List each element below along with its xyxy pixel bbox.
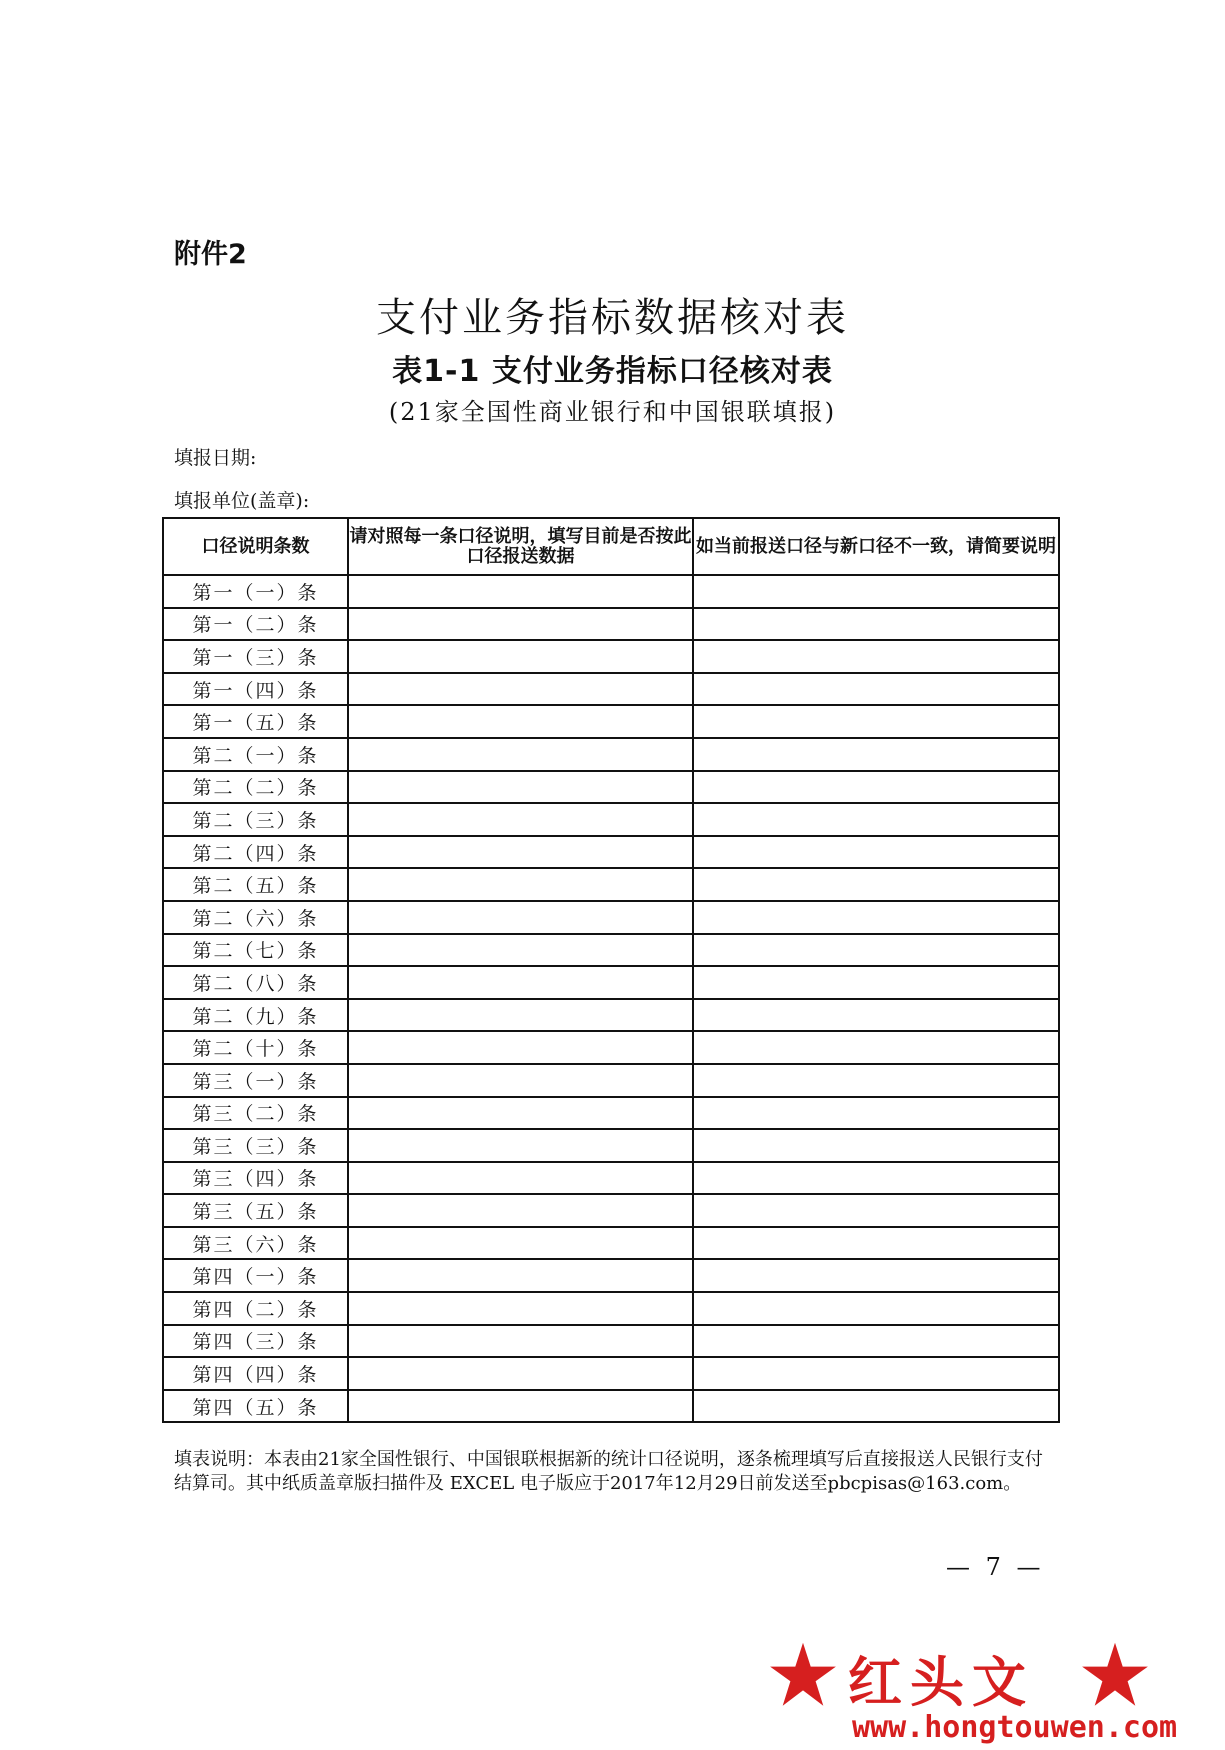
explanation-cell[interactable] (693, 1227, 1059, 1260)
clause-label: 第一（二）条 (163, 608, 348, 641)
table-row (163, 1390, 1059, 1423)
table-row (163, 1325, 1059, 1358)
attachment-label: 附件2 (174, 239, 247, 270)
compliance-cell[interactable] (348, 575, 693, 608)
compliance-cell[interactable] (348, 901, 693, 934)
compliance-cell[interactable] (348, 608, 693, 641)
compliance-cell[interactable] (348, 1227, 693, 1260)
compliance-cell[interactable] (348, 836, 693, 869)
clause-label: 第四（三）条 (163, 1325, 348, 1358)
clause-label: 第二（一）条 (163, 738, 348, 771)
table-row (163, 1031, 1059, 1064)
explanation-cell[interactable] (693, 1064, 1059, 1097)
compliance-cell[interactable] (348, 1292, 693, 1325)
fill-instructions: 填表说明：本表由21家全国性银行、中国银联根据新的统计口径说明，逐条梳理填写后直接报送人民银行支付结算司。其中纸质盖章版扫描件及 EXCEL 电子版应于2017年12月29日前发送至pbcpisas@163.com。 (174, 1449, 1043, 1494)
star-icon (768, 1640, 838, 1710)
explanation-cell[interactable] (693, 771, 1059, 804)
star-icon (1080, 1640, 1150, 1710)
table-row (163, 868, 1059, 901)
table-row (163, 999, 1059, 1032)
compliance-cell[interactable] (348, 1162, 693, 1195)
table-row (163, 608, 1059, 641)
column-header-clause: 口径说明条数 (163, 518, 348, 575)
clause-label: 第四（一）条 (163, 1259, 348, 1292)
document-title: 支付业务指标数据核对表 (376, 295, 849, 341)
compliance-cell[interactable] (348, 999, 693, 1032)
compliance-cell[interactable] (348, 966, 693, 999)
explanation-cell[interactable] (693, 575, 1059, 608)
table-row (163, 901, 1059, 934)
table-body (163, 575, 1059, 1422)
table-row (163, 1129, 1059, 1162)
explanation-cell[interactable] (693, 999, 1059, 1032)
clause-label: 第三（二）条 (163, 1097, 348, 1130)
table-row (163, 771, 1059, 804)
explanation-cell[interactable] (693, 1259, 1059, 1292)
clause-label: 第二（七）条 (163, 934, 348, 967)
clause-label: 第二（四）条 (163, 836, 348, 869)
column-header-compliance: 请对照每一条口径说明，填写目前是否按此口径报送数据 (348, 518, 693, 575)
explanation-cell[interactable] (693, 1357, 1059, 1390)
compliance-cell[interactable] (348, 934, 693, 967)
explanation-cell[interactable] (693, 966, 1059, 999)
compliance-cell[interactable] (348, 1325, 693, 1358)
explanation-cell[interactable] (693, 1292, 1059, 1325)
table-header-row (163, 518, 1059, 575)
table-row (163, 1194, 1059, 1227)
verification-table (162, 517, 1060, 1423)
clause-label: 第三（一）条 (163, 1064, 348, 1097)
clause-label: 第三（六）条 (163, 1227, 348, 1260)
compliance-cell[interactable] (348, 1031, 693, 1064)
compliance-cell[interactable] (348, 868, 693, 901)
compliance-cell[interactable] (348, 738, 693, 771)
table-row (163, 1097, 1059, 1130)
clause-label: 第二（三）条 (163, 803, 348, 836)
explanation-cell[interactable] (693, 738, 1059, 771)
table-row (163, 673, 1059, 706)
explanation-cell[interactable] (693, 1162, 1059, 1195)
clause-label: 第四（五）条 (163, 1390, 348, 1423)
table-subtitle: 表1-1 支付业务指标口径核对表 (392, 354, 833, 389)
fill-date-label: 填报日期: (174, 447, 257, 469)
table-row (163, 705, 1059, 738)
clause-label: 第三（五）条 (163, 1194, 348, 1227)
page-number: — 7 — (946, 1553, 1045, 1581)
table-row (163, 836, 1059, 869)
compliance-cell[interactable] (348, 1259, 693, 1292)
table-row (163, 1357, 1059, 1390)
clause-label: 第一（五）条 (163, 705, 348, 738)
clause-label: 第四（四）条 (163, 1357, 348, 1390)
explanation-cell[interactable] (693, 901, 1059, 934)
table-row (163, 1162, 1059, 1195)
clause-label: 第四（二）条 (163, 1292, 348, 1325)
explanation-cell[interactable] (693, 836, 1059, 869)
clause-label: 第二（八）条 (163, 966, 348, 999)
explanation-cell[interactable] (693, 1194, 1059, 1227)
column-header-explanation: 如当前报送口径与新口径不一致，请简要说明 (693, 518, 1059, 575)
clause-label: 第二（五）条 (163, 868, 348, 901)
compliance-cell[interactable] (348, 771, 693, 804)
explanation-cell[interactable] (693, 868, 1059, 901)
explanation-cell[interactable] (693, 803, 1059, 836)
table-row (163, 966, 1059, 999)
table-row (163, 934, 1059, 967)
fill-unit-label: 填报单位(盖章): (174, 490, 310, 512)
explanation-cell[interactable] (693, 705, 1059, 738)
explanation-cell[interactable] (693, 1325, 1059, 1358)
table-row (163, 1227, 1059, 1260)
compliance-cell[interactable] (348, 1194, 693, 1227)
clause-label: 第三（三）条 (163, 1129, 348, 1162)
table-row (163, 575, 1059, 608)
compliance-cell[interactable] (348, 673, 693, 706)
explanation-cell[interactable] (693, 608, 1059, 641)
compliance-cell[interactable] (348, 1390, 693, 1423)
clause-label: 第三（四）条 (163, 1162, 348, 1195)
compliance-cell[interactable] (348, 1064, 693, 1097)
clause-label: 第二（十）条 (163, 1031, 348, 1064)
compliance-cell[interactable] (348, 640, 693, 673)
explanation-cell[interactable] (693, 673, 1059, 706)
compliance-cell[interactable] (348, 1357, 693, 1390)
clause-label: 第一（三）条 (163, 640, 348, 673)
compliance-cell[interactable] (348, 803, 693, 836)
explanation-cell[interactable] (693, 1097, 1059, 1130)
explanation-cell[interactable] (693, 1031, 1059, 1064)
explanation-cell[interactable] (693, 1129, 1059, 1162)
scope-note: (21家全国性商业银行和中国银联填报) (388, 398, 837, 426)
clause-label: 第一（一）条 (163, 575, 348, 608)
explanation-cell[interactable] (693, 640, 1059, 673)
table-row (163, 803, 1059, 836)
clause-label: 第一（四）条 (163, 673, 348, 706)
table-row (163, 738, 1059, 771)
explanation-cell[interactable] (693, 1390, 1059, 1423)
table-row (163, 1064, 1059, 1097)
watermark-url: www.hongtouwen.com (852, 1710, 1178, 1745)
compliance-cell[interactable] (348, 705, 693, 738)
compliance-cell[interactable] (348, 1129, 693, 1162)
clause-label: 第二（六）条 (163, 901, 348, 934)
watermark-brand: 红头文 (848, 1650, 1034, 1714)
clause-label: 第二（二）条 (163, 771, 348, 804)
explanation-cell[interactable] (693, 934, 1059, 967)
table-row (163, 640, 1059, 673)
clause-label: 第二（九）条 (163, 999, 348, 1032)
table-row (163, 1292, 1059, 1325)
compliance-cell[interactable] (348, 1097, 693, 1130)
table-row (163, 1259, 1059, 1292)
